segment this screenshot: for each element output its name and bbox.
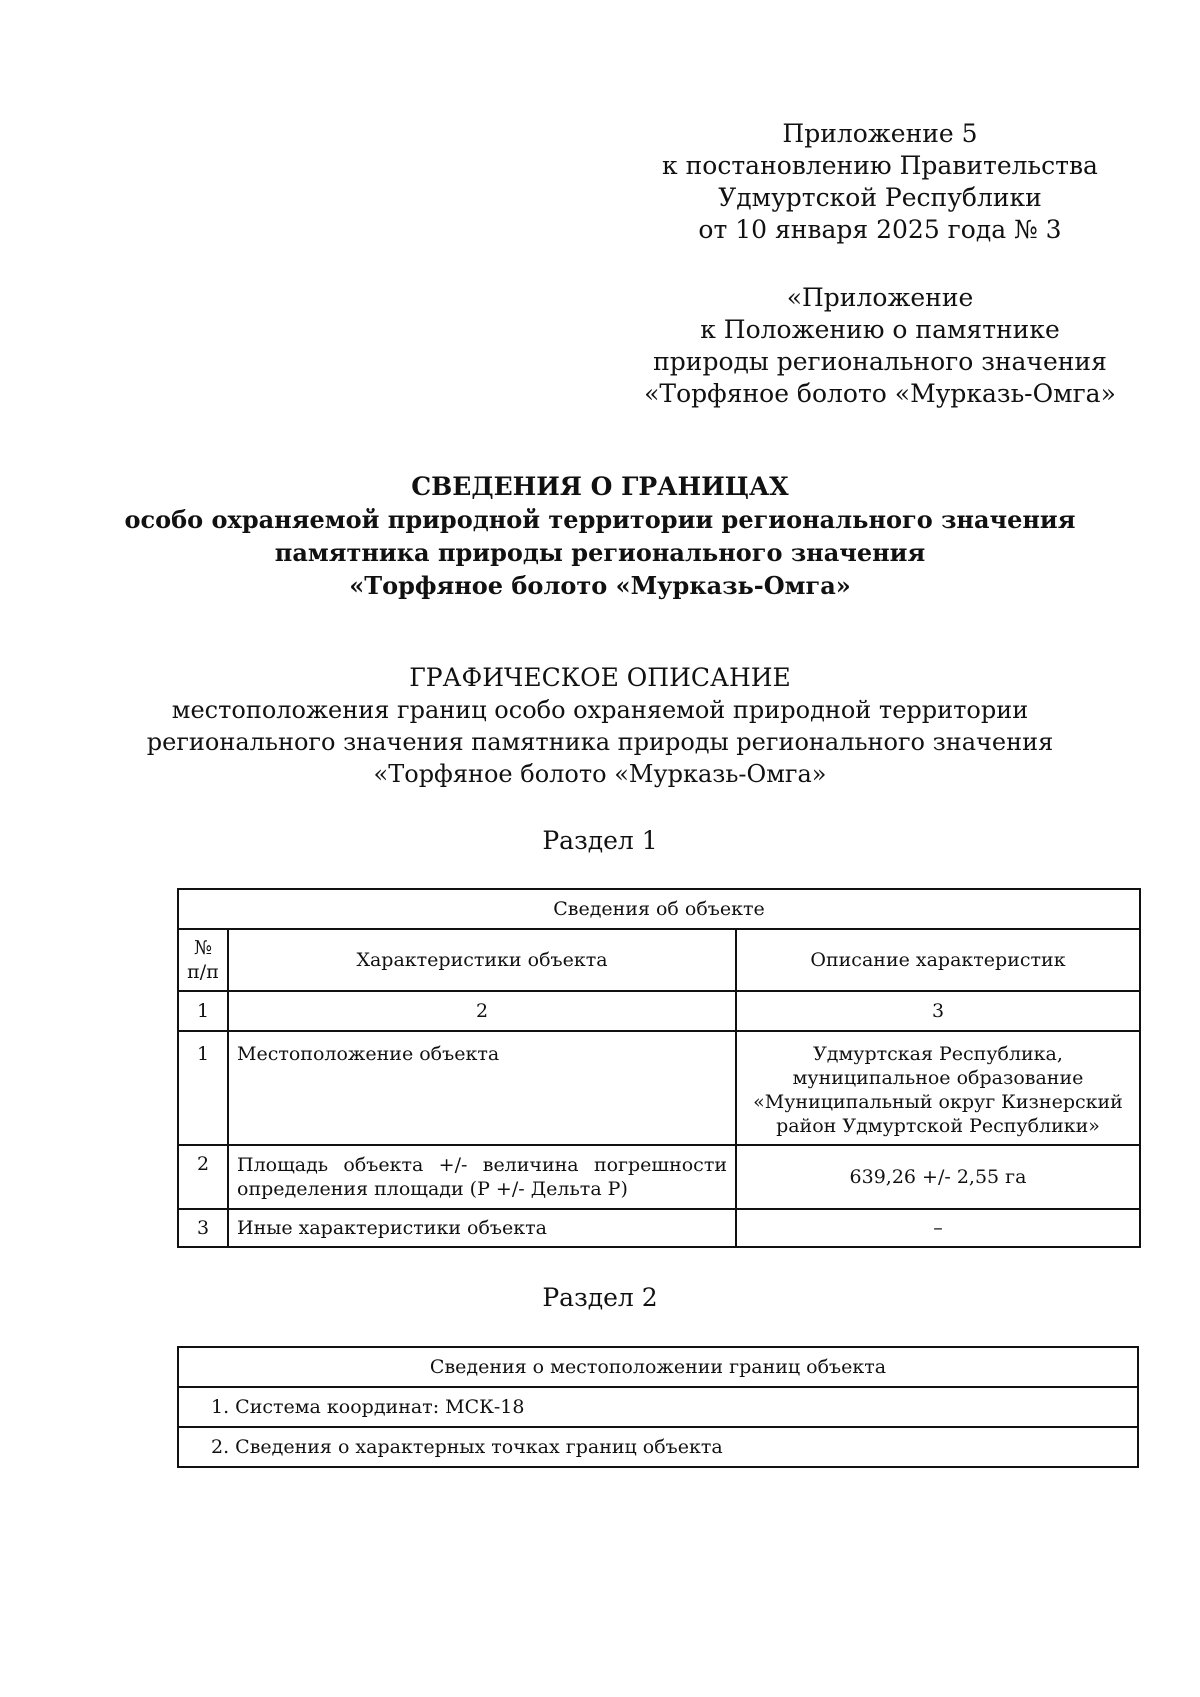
column-number: 1 xyxy=(178,991,228,1031)
annex-line: «Приложение xyxy=(786,283,974,312)
table-row xyxy=(178,1209,1140,1247)
row-description: Удмуртская Республика, муниципальное образование «Муниципальный округ Кизнерский район Удмуртской Республики» xyxy=(736,1031,1140,1145)
table-row xyxy=(178,1145,1140,1209)
annex-line: Удмуртской Республики xyxy=(718,183,1042,212)
annex-header xyxy=(600,118,1160,246)
row-description: – xyxy=(736,1209,1140,1247)
annex-line: от 10 января 2025 года № 3 xyxy=(698,215,1062,244)
title-line: ГРАФИЧЕСКОЕ ОПИСАНИЕ xyxy=(409,663,791,692)
row-number: 3 xyxy=(178,1209,228,1247)
annex-line: к постановлению Правительства xyxy=(662,151,1098,180)
table-row xyxy=(178,1031,1140,1145)
coordinate-system: 1. Система координат: МСК-18 xyxy=(178,1387,1138,1427)
boundary-points: 2. Сведения о характерных точках границ объекта xyxy=(178,1427,1138,1467)
title-line: «Торфяное болото «Мурказь-Омга» xyxy=(373,760,827,788)
boundary-info-table xyxy=(177,1346,1139,1468)
column-number: 3 xyxy=(736,991,1140,1031)
column-number: 2 xyxy=(228,991,736,1031)
annex-line: «Торфяное болото «Мурказь-Омга» xyxy=(644,379,1116,408)
object-info-table xyxy=(177,888,1141,1248)
inner-annex-header xyxy=(600,282,1160,410)
section-1-heading: Раздел 1 xyxy=(542,826,658,855)
table-row xyxy=(178,1427,1138,1467)
title-line: СВЕДЕНИЯ О ГРАНИЦАХ xyxy=(411,472,789,501)
table-header-row xyxy=(178,929,1140,991)
graphic-description-title xyxy=(0,662,1200,790)
row-characteristic: Иные характеристики объекта xyxy=(228,1209,736,1247)
table-title-row xyxy=(178,889,1140,929)
row-characteristic: Площадь объекта +/- величина погрешности определения площади (P +/- Дельта P) xyxy=(228,1145,736,1209)
annex-line: Приложение 5 xyxy=(782,119,978,148)
table-row xyxy=(178,1387,1138,1427)
title-line: регионального значения памятника природы регионального значения xyxy=(146,728,1054,756)
title-line: местоположения границ особо охраняемой природной территории xyxy=(171,696,1029,724)
main-title xyxy=(0,470,1200,602)
row-description: 639,26 +/- 2,55 га xyxy=(736,1145,1140,1209)
annex-line: природы регионального значения xyxy=(653,347,1107,376)
table-title-row xyxy=(178,1347,1138,1387)
row-number: 1 xyxy=(178,1031,228,1145)
row-number: 2 xyxy=(178,1145,228,1209)
title-line: памятника природы регионального значения xyxy=(274,538,926,567)
section-2-heading: Раздел 2 xyxy=(542,1283,658,1312)
row-characteristic: Местоположение объекта xyxy=(228,1031,736,1145)
header-characteristics: Характеристики объекта xyxy=(228,929,736,991)
annex-line: к Положению о памятнике xyxy=(700,315,1060,344)
column-number-row xyxy=(178,991,1140,1031)
table-title: Сведения о местоположении границ объекта xyxy=(178,1347,1138,1387)
title-line: «Торфяное болото «Мурказь-Омга» xyxy=(349,571,851,600)
header-description: Описание характеристик xyxy=(736,929,1140,991)
title-line: особо охраняемой природной территории регионального значения xyxy=(124,505,1076,534)
header-number: № п/п xyxy=(178,929,228,991)
table-title: Сведения об объекте xyxy=(178,889,1140,929)
